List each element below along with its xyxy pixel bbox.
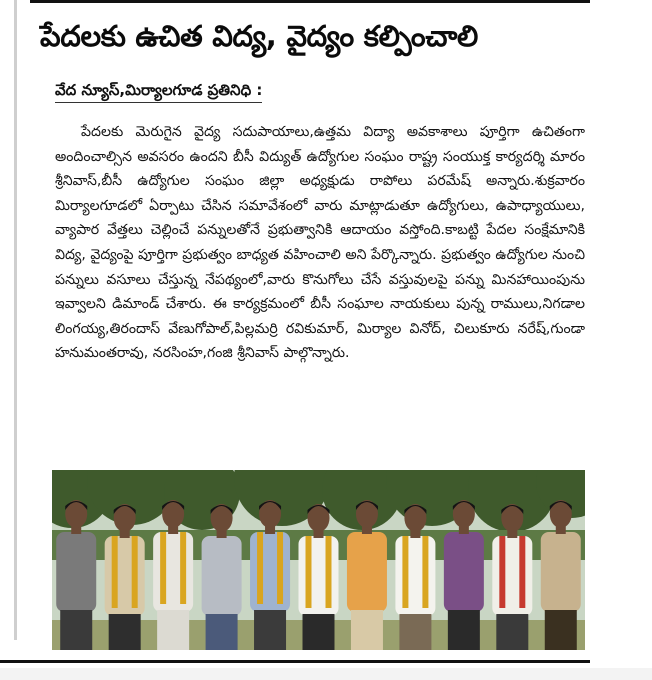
article-headline: పేదలకు ఉచిత విద్య, వైద్యం కల్పించాలి bbox=[40, 19, 478, 53]
top-rule bbox=[30, 0, 590, 3]
person-shirt bbox=[56, 532, 96, 612]
person-pants bbox=[60, 610, 92, 650]
person-stole bbox=[519, 536, 525, 608]
person-stole bbox=[499, 536, 505, 608]
left-column-rule bbox=[14, 0, 17, 640]
person-pants bbox=[206, 614, 238, 650]
person-stole bbox=[132, 536, 138, 608]
person-shirt bbox=[541, 532, 581, 612]
person-pants bbox=[254, 610, 286, 650]
person-pants bbox=[109, 614, 141, 650]
person-stole bbox=[160, 532, 166, 604]
person-shirt bbox=[250, 532, 290, 612]
group-photo-drawing bbox=[52, 470, 585, 650]
group-photo bbox=[52, 470, 585, 650]
person-stole bbox=[306, 536, 312, 608]
person-shirt bbox=[492, 536, 532, 616]
next-article-strip bbox=[0, 668, 652, 680]
person-shirt bbox=[347, 532, 387, 612]
person-pants bbox=[545, 610, 577, 650]
person-stole bbox=[112, 536, 118, 608]
person-pants bbox=[303, 614, 335, 650]
article-body: పేదలకు మెరుగైన వైద్య సదుపాయాలు,ఉత్తమ విద్యా అవకాశాలు పూర్తిగా ఉచితంగా అందించాల్సిన అవసరం ఉందని బీసీ విద్యుత్ ఉద్యోగుల సంఘం రాష్ట్ర సంయుక్త కార్యదర్శి మారం శ్రీనివాస్,బీసీ ఉద్యోగుల సంఘం జిల్లా అధ్యక్షుడు రాపోలు పరమేష్ అన్నారు.శుక్రవారం మిర్యాలగూడలో ఏర్పాటు చేసిన సమావేశంలో వారు మాట్లాడుతూ ఉద్యోగులు, ఉపాధ్యాయులు, వ్యాపార వేత్తలు చెల్లించే పన్నులతోనే ప్రభుత్వానికి ఆదాయం వస్తోంది.కాబట్టి పేదల సంక్షేమానికి విద్య, వైద్యంపై పూర్తిగా ప్రభుత్వం బాధ్యత వహించాలి అని పేర్కొన్నారు. ప్రభుత్వం ఉద్యోగుల నుంచి పన్నులు వసూలు చేస్తున్న నేపథ్యంలో,వారు కొనుగోలు చేసే వస్తువులపై పన్ను మినహాయింపును ఇవ్వాలని డిమాండ్ చేశారు. ఈ కార్యక్రమంలో బీసీ సంఘాల నాయకులు పున్న రాములు,నిగడాల లింగయ్య,తిరందాస్ వేణుగోపాల్,పిల్లమర్రి రవికుమార్, మిర్యాల వినోద్, చిలుకూరు నరేష్,గుండా హనుమంతరావు, నరసింహ,గంజి శ్రీనివాస్ పాల్గొన్నారు. bbox=[55, 124, 585, 362]
person-stole bbox=[326, 536, 332, 608]
person-pants bbox=[496, 614, 528, 650]
person-shirt bbox=[105, 536, 145, 616]
person-stole bbox=[402, 536, 408, 608]
person-shirt bbox=[202, 536, 242, 616]
person-shirt bbox=[153, 532, 193, 612]
person-pants bbox=[399, 614, 431, 650]
person-stole bbox=[257, 532, 263, 604]
bottom-rule bbox=[0, 660, 590, 663]
person-shirt bbox=[299, 536, 339, 616]
person-stole bbox=[422, 536, 428, 608]
person-stole bbox=[277, 532, 283, 604]
person-pants bbox=[351, 610, 383, 650]
person-pants bbox=[448, 610, 480, 650]
person-pants bbox=[157, 610, 189, 650]
person-shirt bbox=[395, 536, 435, 616]
person-stole bbox=[180, 532, 186, 604]
person-shirt bbox=[444, 532, 484, 612]
article-byline: వేద న్యూస్,మిర్యాలగూడ ప్రతినిధి : bbox=[55, 80, 262, 103]
